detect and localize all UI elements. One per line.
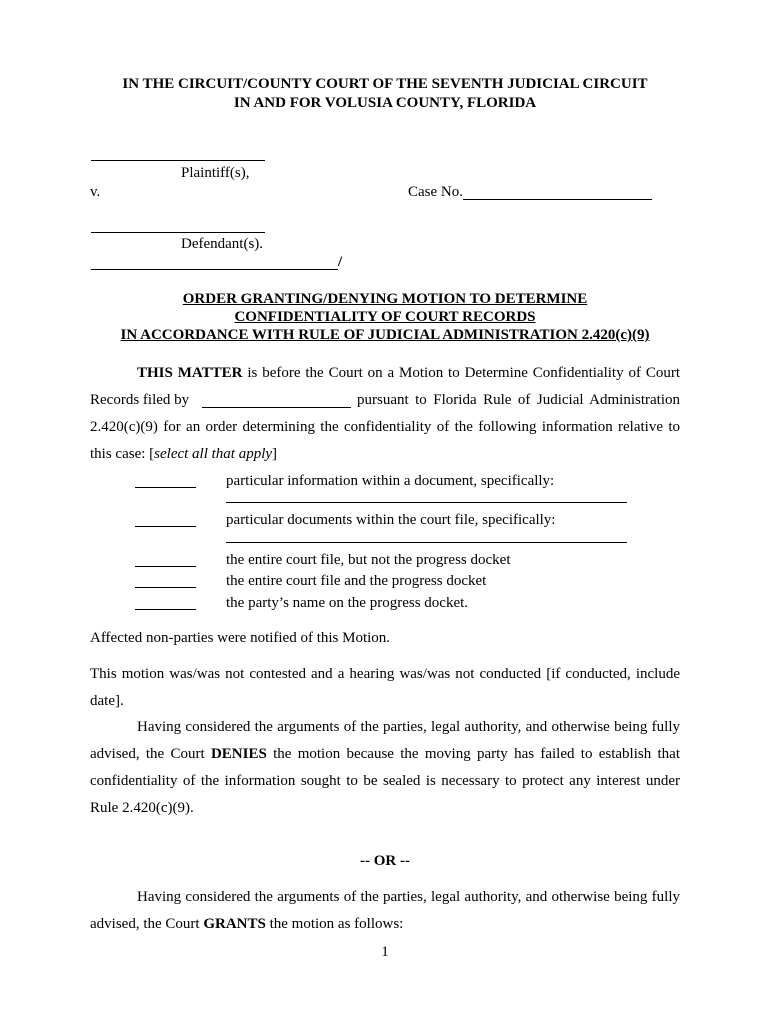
grants-line-2-b: the motion as follows:	[269, 916, 404, 932]
grants-line-1: Having considered the arguments of the parties, legal authority, and otherwise being fully	[137, 889, 680, 905]
plaintiff-blank[interactable]	[91, 160, 265, 161]
caption-slash: /	[338, 254, 343, 270]
order-title-line-3: IN ACCORDANCE WITH RULE OF JUDICIAL ADMINISTRATION 2.420(c)(9)	[120, 327, 650, 343]
denies-keyword: DENIES	[210, 746, 267, 762]
order-title-line-2: CONFIDENTIALITY OF COURT RECORDS	[234, 309, 536, 325]
case-no-label: Case No.	[408, 184, 463, 200]
option-3-checkbox-blank[interactable]	[135, 566, 196, 567]
option-4-label: the entire court file and the progress docket	[226, 573, 487, 589]
denies-line-2	[90, 746, 680, 763]
option-1-label: particular information within a document, specifically:	[226, 473, 555, 489]
page-number: 1	[381, 944, 389, 960]
this-matter-lead: THIS MATTER	[137, 365, 243, 381]
order-title-line-1: ORDER GRANTING/DENYING MOTION TO DETERMINE	[182, 291, 588, 307]
caption-closing-line	[91, 269, 338, 270]
option-5-label: the party’s name on the progress docket.	[226, 595, 469, 611]
filed-by-blank[interactable]	[202, 407, 351, 408]
denies-line-1: Having considered the arguments of the parties, legal authority, and otherwise being fully	[137, 719, 680, 735]
case-no-blank[interactable]	[463, 199, 652, 200]
option-1-specify-blank[interactable]	[226, 502, 627, 503]
denies-line-2-a: advised, the Court	[90, 746, 205, 762]
defendant-blank[interactable]	[91, 232, 265, 233]
denies-line-2-b: the motion because the moving party has failed to establish that	[273, 746, 681, 762]
contested-line-2: date].	[90, 693, 124, 709]
option-3-label: the entire court file, but not the progress docket	[226, 552, 511, 568]
contested-line-1: This motion was/was not contested and a hearing was/was not conducted [if conducted, include	[90, 666, 680, 682]
intro-line-4	[90, 446, 277, 463]
select-all-note: select all that apply	[154, 446, 273, 462]
court-header-line-1: IN THE CIRCUIT/COUNTY COURT OF THE SEVENTH JUDICIAL CIRCUIT	[122, 76, 648, 92]
grants-line-2	[90, 916, 403, 933]
intro-line-3: 2.420(c)(9) for an order determining the confidentiality of the following information relative to	[90, 419, 680, 435]
denies-line-4: Rule 2.420(c)(9).	[90, 800, 194, 816]
option-4-checkbox-blank[interactable]	[135, 587, 196, 588]
intro-line-4-a: this case: [	[90, 446, 155, 462]
grants-line-2-a: advised, the Court	[90, 916, 200, 932]
denies-line-3: confidentiality of the information sought to be sealed is necessary to protect any interest under	[90, 773, 680, 789]
non-parties-notified: Affected non-parties were notified of this Motion.	[90, 630, 391, 646]
option-1-checkbox-blank[interactable]	[135, 487, 196, 488]
intro-line-1	[137, 365, 680, 382]
grants-keyword: GRANTS	[203, 916, 266, 932]
versus-label: v.	[90, 184, 101, 200]
intro-line-2-rest: pursuant to Florida Rule of Judicial Administration	[357, 392, 680, 408]
option-2-checkbox-blank[interactable]	[135, 526, 196, 527]
or-divider: -- OR --	[360, 853, 410, 869]
plaintiff-label: Plaintiff(s),	[181, 165, 250, 181]
court-header-line-2: IN AND FOR VOLUSIA COUNTY, FLORIDA	[233, 95, 537, 111]
defendant-label: Defendant(s).	[181, 236, 264, 252]
intro-line-4-b: ]	[272, 446, 278, 462]
intro-line-1-text: is before the Court on a Motion to Determine Confidentiality of Court	[247, 365, 681, 381]
records-filed-by-label: Records filed by	[90, 392, 190, 408]
option-2-label: particular documents within the court file, specifically:	[226, 512, 556, 528]
option-5-checkbox-blank[interactable]	[135, 609, 196, 610]
option-2-specify-blank[interactable]	[226, 542, 627, 543]
